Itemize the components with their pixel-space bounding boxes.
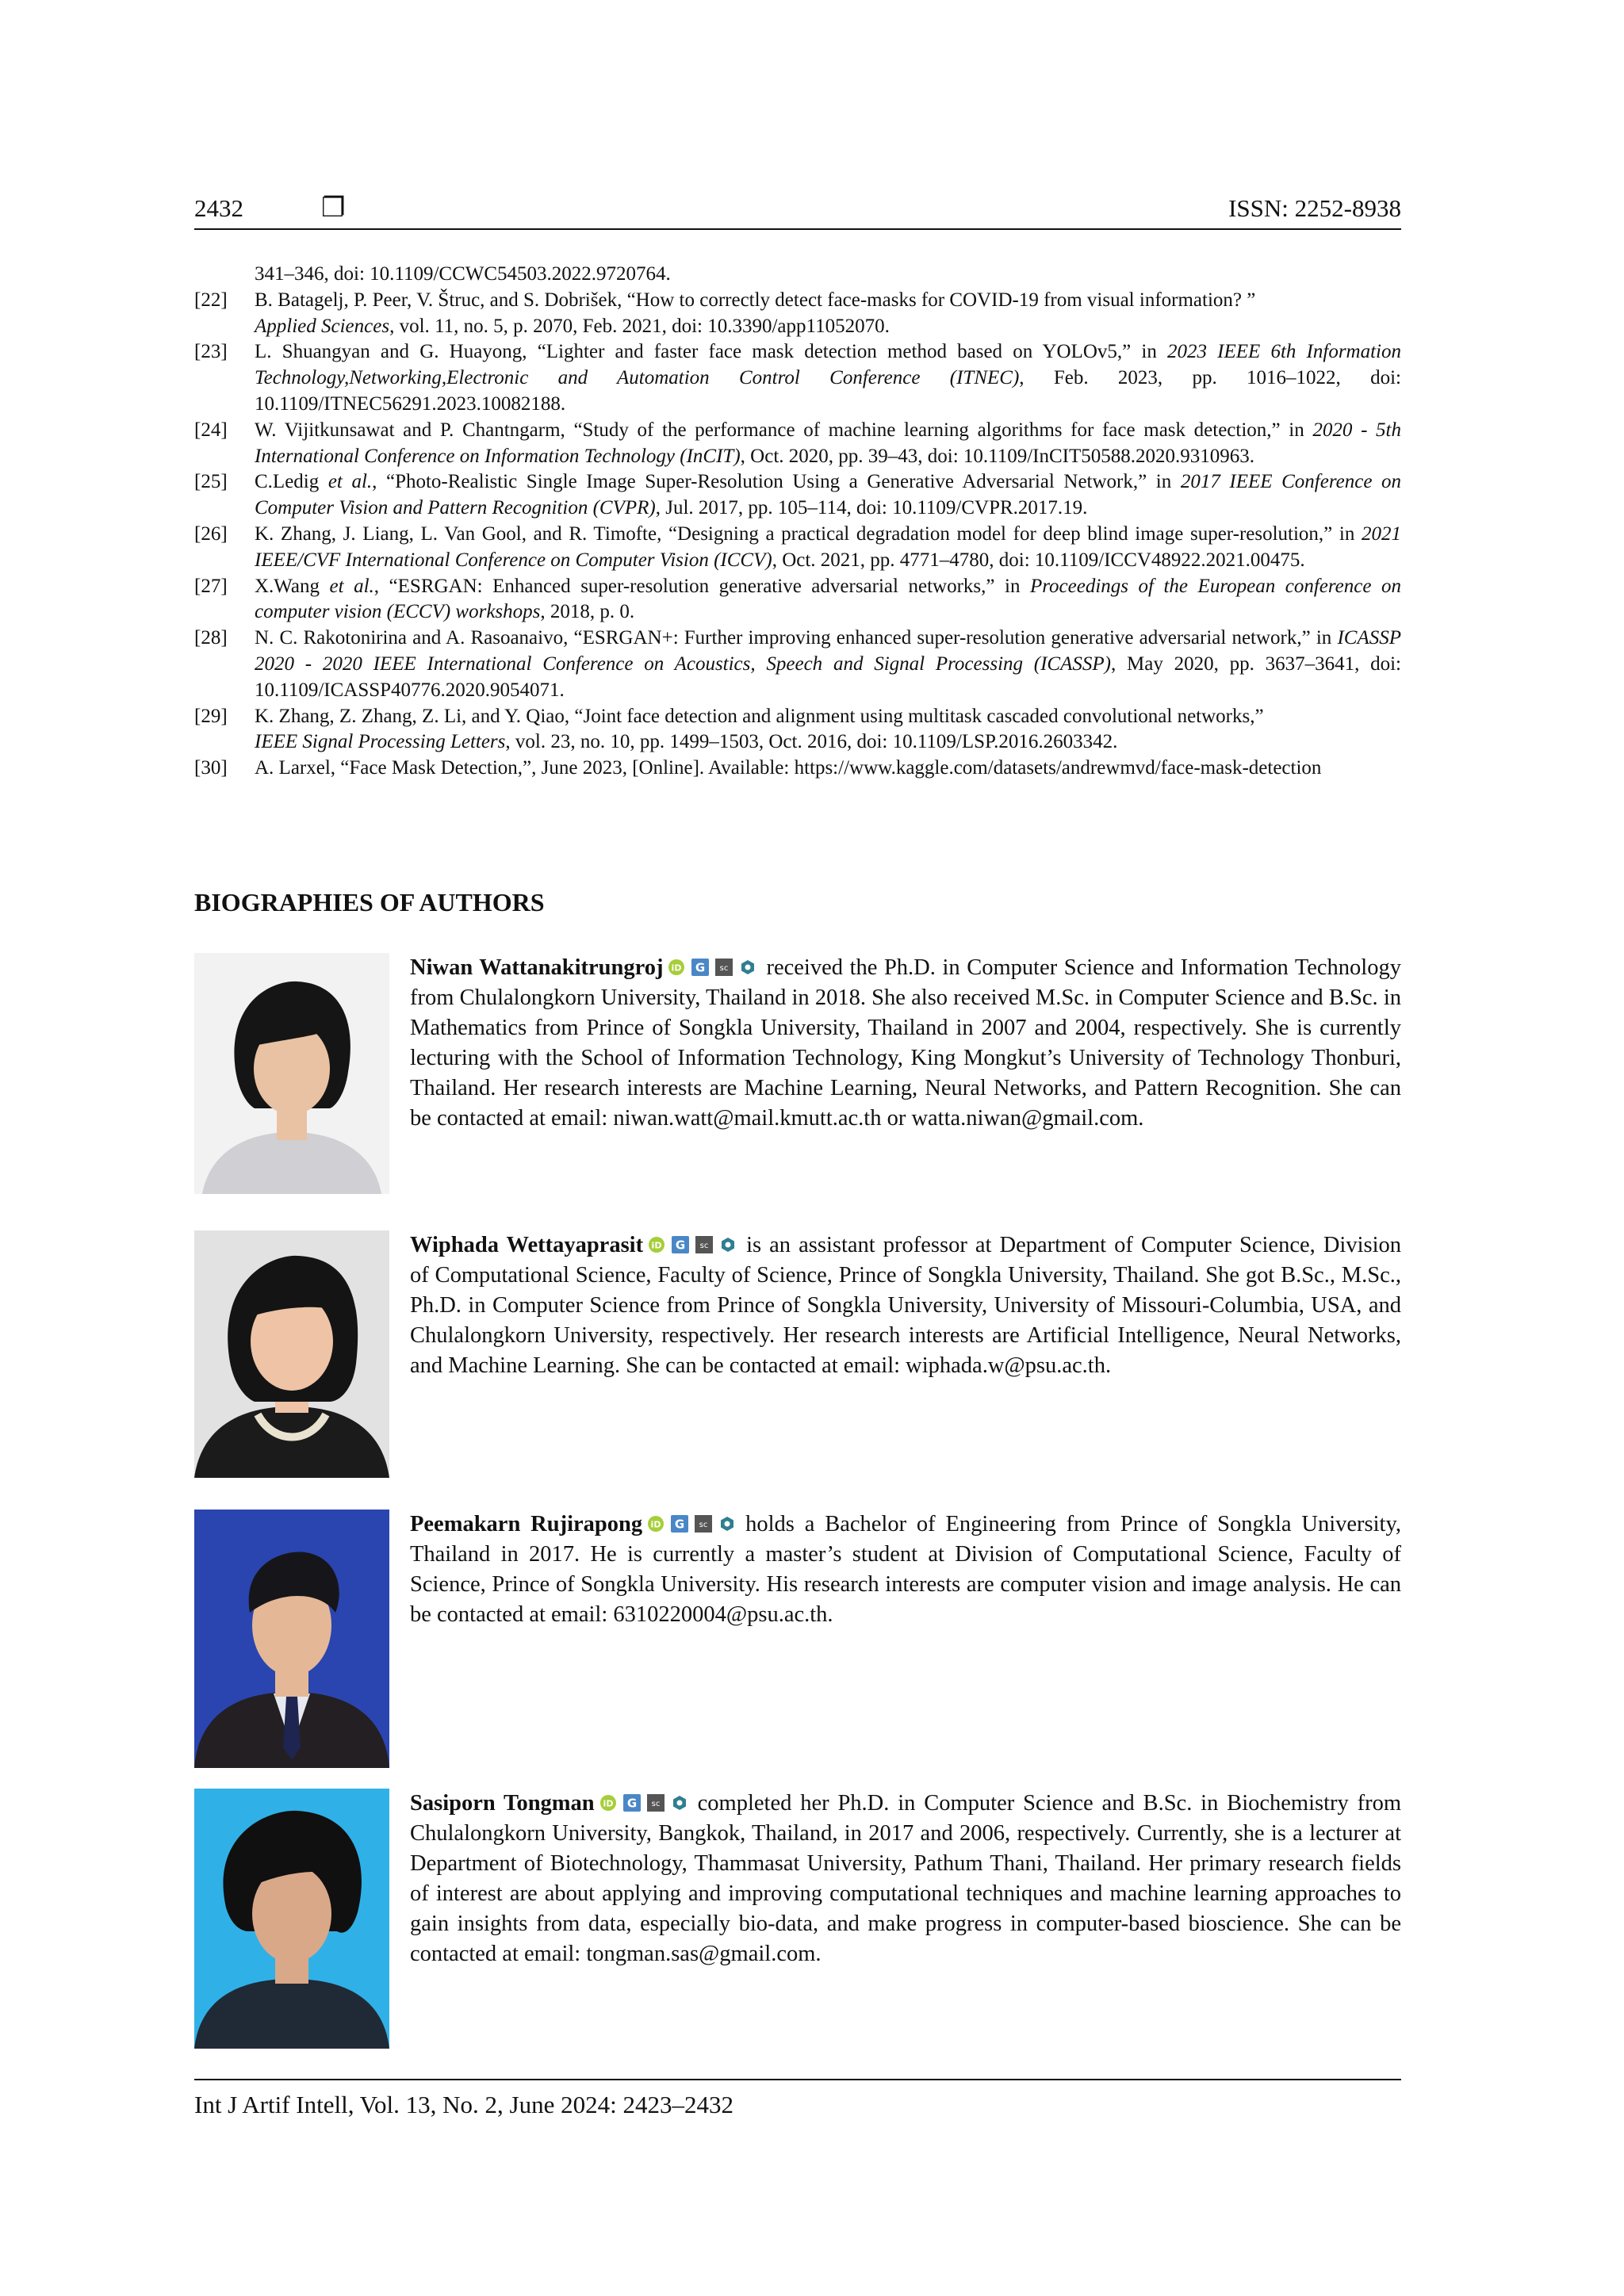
scopus-icon[interactable] [647,1794,665,1812]
reference-30: [30] A. Larxel, “Face Mask Detection,”, June 2023, [Online]. Available: https://www.kaggle.com/datasets/andrewmvd/face-mask-detection [194,757,1322,779]
reference-29: [29] K. Zhang, Z. Zhang, Z. Li, and Y. Qiao, “Joint face detection and alignment using multitask cascaded convolutional networks,” IEEE Signal Processing Letters, vol. 23, no. 10, pp. 1499–1503, Oct. 2016, doi: 10.1109/LSP.2016.2603342. [194,705,1264,753]
running-footer [194,2079,1401,2122]
publons-icon[interactable] [718,1515,736,1533]
reference-list [194,262,1401,782]
author-photo [194,1230,389,1478]
author-ids [648,1236,737,1253]
reference-23: [23] L. Shuangyan and G. Huayong, “Lighter and faster face mask detection method based on YOLOv5,” in 2023 IEEE 6th Information Technology,Networking,Electronic and Automation Control Conference (ITNEC), Feb. 2023, pp. 1016–1022, doi: 10.1109/ITNEC56291.2023.10082188. [194,341,1401,415]
bio-text: Wiphada Wettayaprasit iD G sc is an assistant professor at Department of Computer Science, Division of Computational Science, Faculty of Science, Prince of Songkla University, Thailand. She got B.Sc., M.Sc., Ph.D. in Computer Science from Prince of Songkla University, University of Missouri-Columbia, USA, and Chulalongkorn University, respectively. Her research interests are Artificial Intelligence, Neural Networks, and Machine Learning. She can be contacted at email: wiphada.w@psu.ac.th. [410,1233,1402,1378]
publons-icon[interactable] [739,959,756,976]
reference-24: [24] W. Vijitkunsawat and P. Chantngarm, “Study of the performance of machine learning algorithms for face mask detection,” in 2020 - 5th International Conference on Information Technology (InCIT), Oct. 2020, pp. 39–43, doi: 10.1109/InCIT50588.2020.9310963. [194,419,1401,467]
publons-icon[interactable] [719,1236,737,1253]
author-name: Sasiporn Tongman [410,1791,595,1816]
svg-text:iD: iD [603,1798,614,1809]
google-scholar-icon[interactable] [623,1794,641,1812]
biographies-heading: BIOGRAPHIES OF AUTHORS [194,888,545,916]
scopus-icon[interactable] [695,1236,713,1253]
author-name: Peemakarn Rujirapong [410,1512,643,1536]
bio-text: Peemakarn Rujirapong iD G sc holds a Bachelor of Engineering from Prince of Songkla University, Thailand in 2017. He is currently a master’s student at Division of Computational Science, Faculty of Science, Prince of Songkla University. His research interests are computer vision and image analysis. He can be contacted at email: 6310220004@psu.ac.th. [410,1512,1401,1627]
google-scholar-icon[interactable] [672,1236,689,1253]
running-header [194,192,1401,230]
author-name: Niwan Wattanakitrungroj [410,955,664,980]
bio-text: Niwan Wattanakitrungroj iD G sc received the Ph.D. in Computer Science and Information Technology from Chulalongkorn University, Thailand in 2018. She also received M.Sc. in Computer Science and B.Sc. in Mathematics from Prince of Songkla University, Thailand in 2007 and 2004, respectively. She is currently lecturing with the School of Information Technology, King Mongkut’s University of Technology Thonburi, Thailand. Her research interests are Machine Learning, Neural Networks, and Pattern Recognition. She can be contacted at email: niwan.watt@mail.kmutt.ac.th or watta.niwan@gmail.com. [410,955,1401,1131]
reference-25: [25] C.Ledig et al., “Photo-Realistic Single Image Super-Resolution Using a Generative Adversarial Network,” in 2017 IEEE Conference on Computer Vision and Pattern Recognition (CVPR), Jul. 2017, pp. 105–114, doi: 10.1109/CVPR.2017.19. [194,471,1402,519]
author-photo [194,953,389,1194]
scopus-icon[interactable] [695,1515,712,1533]
box-icon: ❐ [321,193,346,223]
svg-text:G: G [675,1238,686,1253]
page-number: 2432 [194,194,243,222]
svg-text:sc: sc [720,964,729,973]
svg-text:iD: iD [651,1240,662,1251]
google-scholar-icon[interactable] [671,1515,688,1533]
author-ids [647,1515,736,1533]
author-photo [194,1510,389,1768]
reference-22: [22] B. Batagelj, P. Peer, V. Štruc, and S. Dobrišek, “How to correctly detect face-masks for COVID-19 from visual information? ” Applied Sciences, vol. 11, no. 5, p. 2070, Feb. 2021, doi: 10.3390/app11052070. [194,289,1256,337]
orcid-icon[interactable] [668,959,685,976]
author-ids [599,1794,688,1812]
orcid-icon[interactable] [648,1236,665,1253]
scopus-icon[interactable] [715,959,733,976]
svg-text:sc: sc [651,1800,660,1808]
issn: ISSN: 2252-8938 [1228,194,1401,222]
svg-text:G: G [626,1796,637,1811]
reference-continuation: 341–346, doi: 10.1109/CCWC54503.2022.9720764. [255,263,671,285]
svg-text:G: G [695,960,706,975]
svg-text:sc: sc [699,1242,709,1250]
publons-icon[interactable] [671,1794,688,1812]
svg-text:iD: iD [650,1519,661,1530]
svg-text:iD: iD [672,962,682,974]
reference-27: [27] X.Wang et al., “ESRGAN: Enhanced super-resolution generative adversarial networks,” in Proceedings of the European conference on computer vision (ECCV) workshops, 2018, p. 0. [194,575,1401,623]
reference-28: [28] N. C. Rakotonirina and A. Rasoanaivo, “ESRGAN+: Further improving enhanced super-resolution generative adversarial network,” in ICASSP 2020 - 2020 IEEE International Conference on Acoustics, Speech and Signal Processing (ICASSP), May 2020, pp. 3637–3641, doi: 10.1109/ICASSP40776.2020.9054071. [194,627,1402,701]
journal-citation: Int J Artif Intell, Vol. 13, No. 2, June 2024: 2423–2432 [194,2091,733,2118]
orcid-icon[interactable] [599,1794,617,1812]
author-photo [194,1789,389,2049]
reference-26: [26] K. Zhang, J. Liang, L. Van Gool, and R. Timofte, “Designing a practical degradation model for deep blind image super-resolution,” in 2021 IEEE/CVF International Conference on Computer Vision (ICCV), Oct. 2021, pp. 4771–4780, doi: 10.1109/ICCV48922.2021.00475. [194,522,1401,571]
orcid-icon[interactable] [647,1515,665,1533]
author-name: Wiphada Wettayaprasit [410,1233,644,1257]
bio-text: Sasiporn Tongman iD G sc completed her Ph.D. in Computer Science and B.Sc. in Biochemistry from Chulalongkorn University, Bangkok, Thailand, in 2017 and 2006, respectively. Currently, she is a lecturer at Department of Biotechnology, Thammasat University, Pathum Thani, Thailand. Her primary research fields of interest are about applying and improving computational techniques and machine learning approaches to gain insights from data, especially bio-data, and make progress in computer-based bioscience. She can be contacted at email: tongman.sas@gmail.com. [410,1791,1402,1966]
author-ids [668,959,756,976]
svg-text:sc: sc [699,1521,708,1529]
google-scholar-icon[interactable] [691,959,709,976]
svg-text:G: G [674,1517,685,1532]
